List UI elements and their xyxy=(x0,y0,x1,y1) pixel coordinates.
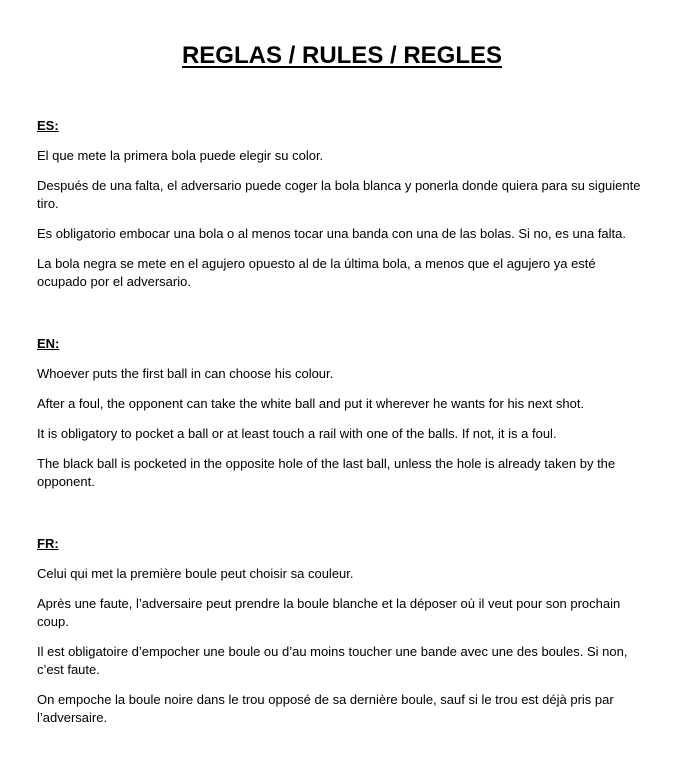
section-label-es: ES: xyxy=(37,118,59,133)
rule-en-1: Whoever puts the first ball in can choose his colour. xyxy=(37,366,334,381)
rule-es-3: Es obligatorio embocar una bola o al menos tocar una banda con una de las bolas. Si no, es una falta. xyxy=(37,226,626,241)
rule-es-2: Después de una falta, el adversario puede coger la bola blanca y ponerla donde quiera para su siguiente tiro. xyxy=(37,178,641,211)
rule-en-2: After a foul, the opponent can take the white ball and put it wherever he wants for his next shot. xyxy=(37,396,585,411)
rule-fr-4: On empoche la boule noire dans le trou opposé de sa dernière boule, sauf si le trou est déjà pris par l’adversaire. xyxy=(37,692,614,725)
rule-fr-1: Celui qui met la première boule peut choisir sa couleur. xyxy=(37,566,354,581)
section-label-en: EN: xyxy=(37,336,60,351)
section-es xyxy=(37,117,647,303)
page-title: REGLAS / RULES / REGLES xyxy=(181,42,503,69)
section-fr xyxy=(37,535,647,739)
section-en xyxy=(37,335,647,503)
rule-es-1: El que mete la primera bola puede elegir su color. xyxy=(37,148,324,163)
rule-fr-2: Après une faute, l’adversaire peut prendre la boule blanche et la déposer où il veut pour son prochain coup. xyxy=(37,596,621,629)
rule-es-4: La bola negra se mete en el agujero opuesto al de la última bola, a menos que el agujero ya esté ocupado por el adversario. xyxy=(37,256,596,289)
section-label-fr: FR: xyxy=(37,536,59,551)
rule-fr-3: Il est obligatoire d’empocher une boule ou d’au moins toucher une bande avec une des boules. Si non, c’est faute. xyxy=(37,644,628,677)
rule-en-4: The black ball is pocketed in the opposite hole of the last ball, unless the hole is already taken by the opponent. xyxy=(37,456,616,489)
rule-en-3: It is obligatory to pocket a ball or at least touch a rail with one of the balls. If not, it is a foul. xyxy=(37,426,557,441)
